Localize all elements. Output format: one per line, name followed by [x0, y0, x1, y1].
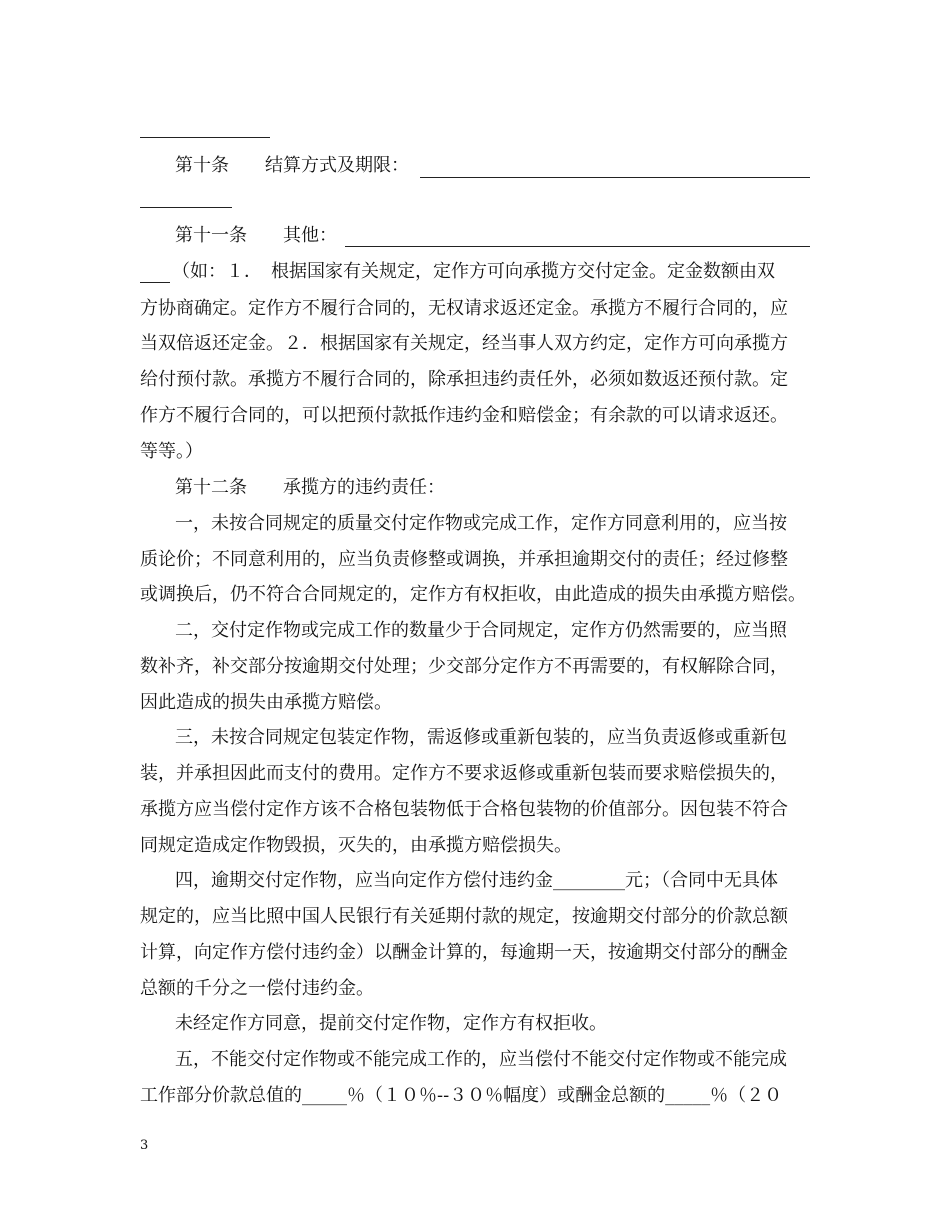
paragraph-line: 二，交付定作物或完成工作的数量少于合同规定，定作方仍然需要的，应当照 [175, 620, 787, 641]
paragraph-line: 装，并承担因此而支付的费用。定作方不要求返修或重新包装而要求赔偿损失的， [140, 763, 788, 784]
blank-line [420, 177, 810, 178]
paragraph-line: （如：１． 根据国家有关规定，定作方可向承揽方交付定金。定金数额由双 [172, 261, 775, 282]
paragraph-line: 作方不履行合同的，可以把预付款抵作违约金和赔偿金；有余款的可以请求返还。 [140, 405, 788, 426]
paragraph-line: 数补齐，补交部分按逾期交付处理；少交部分定作方不再需要的，有权解除合同， [140, 656, 788, 677]
paragraph-line: 给付预付款。承揽方不履行合同的，除承担违约责任外，必须如数返还预付款。定 [140, 369, 788, 390]
page-number: 3 [140, 1138, 149, 1153]
paragraph-line: 规定的，应当比照中国人民银行有关延期付款的规定，按逾期交付部分的价款总额 [140, 906, 788, 927]
paragraph-line: 质论价；不同意利用的，应当负责修整或调换，并承担逾期交付的责任；经过修整 [140, 549, 788, 570]
paragraph-line: 一，未按合同规定的质量交付定作物或完成工作，定作方同意利用的，应当按 [175, 513, 787, 534]
paragraph-line: 五，不能交付定作物或不能完成工作的，应当偿付不能交付定作物或不能完成 [175, 1049, 787, 1070]
clause-12-heading: 第十二条 承揽方的违约责任： [175, 477, 445, 498]
blank-line [345, 246, 810, 247]
paragraph-line: 总额的千分之一偿付违约金。 [140, 978, 374, 999]
paragraph-line: 当双倍返还定金。２．根据国家有关规定，经当事人双方约定，定作方可向承揽方 [140, 333, 788, 354]
paragraph-line: 等等。） [140, 441, 203, 462]
blank-line [140, 137, 270, 138]
clause-11-line: 第十一条 其他： [175, 225, 337, 246]
paragraph-line: 同规定造成定作物毁损，灭失的，由承揽方赔偿损失。 [140, 835, 572, 856]
paragraph-line: 或调换后，仍不符合合同规定的，定作方有权拒收，由此造成的损失由承揽方赔偿。 [140, 584, 806, 605]
paragraph-line: 计算，向定作方偿付违约金）以酬金计算的，每逾期一天，按逾期交付部分的酬金 [140, 942, 788, 963]
paragraph-line: 三，未按合同规定包装定作物，需返修或重新包装的，应当负责返修或重新包 [175, 727, 787, 748]
blank-line [140, 282, 170, 283]
paragraph-line: 工作部分价款总值的_____％（１０％--３０％幅度）或酬金总额的_____％（２０ [140, 1085, 783, 1106]
paragraph-line: 四，逾期交付定作物，应当向定作方偿付违约金________元；（合同中无具体 [175, 870, 778, 891]
paragraph-line: 未经定作方同意，提前交付定作物，定作方有权拒收。 [175, 1013, 607, 1034]
paragraph-line: 因此造成的损失由承揽方赔偿。 [140, 692, 392, 713]
paragraph-line: 方协商确定。定作方不履行合同的，无权请求返还定金。承揽方不履行合同的，应 [140, 298, 788, 319]
blank-line [140, 207, 232, 208]
clause-10-line: 第十条 结算方式及期限： [175, 155, 409, 176]
paragraph-line: 承揽方应当偿付定作方该不合格包装物低于合格包装物的价值部分。因包装不符合 [140, 799, 788, 820]
